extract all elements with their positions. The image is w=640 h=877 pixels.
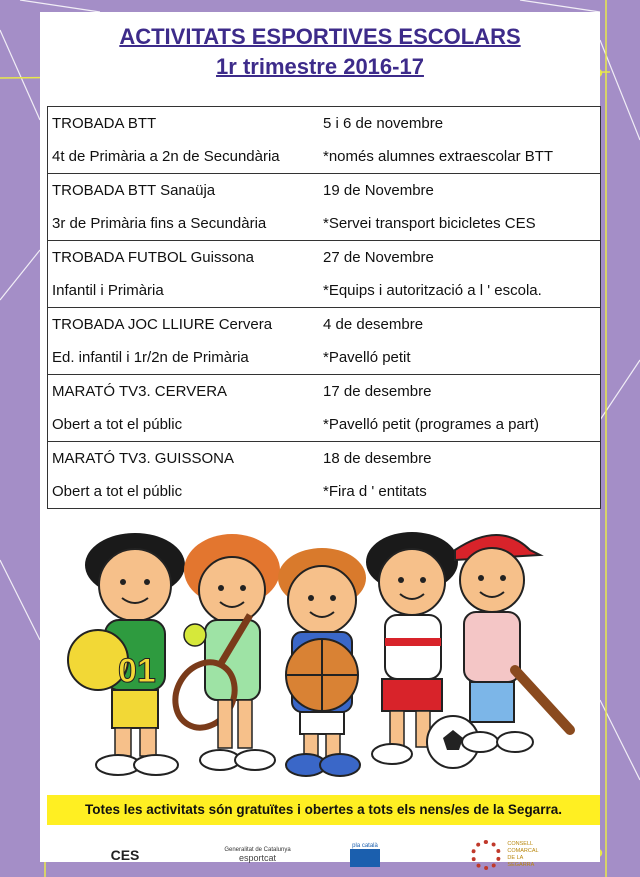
activity-date: 27 de Novembre bbox=[319, 241, 601, 275]
subtitle-line: 1r trimestre 2016-17 bbox=[216, 54, 424, 79]
activity-note: *només alumnes extraescolar BTT bbox=[319, 140, 601, 174]
sponsor-logos bbox=[40, 835, 600, 875]
pla-catala-text: pla català bbox=[352, 843, 378, 849]
activity-row-details bbox=[48, 408, 601, 442]
free-activities-notice: Totes les activitats són gratuïtes i obertes a tots els nens/es de la Segarra. bbox=[47, 795, 600, 825]
ces-logo bbox=[85, 837, 165, 873]
kid-footballer bbox=[68, 533, 185, 775]
activity-note: *Fira d ' entitats bbox=[319, 475, 601, 509]
generalitat-text: Generalitat de Catalunya bbox=[224, 847, 291, 853]
activity-row-name bbox=[48, 375, 601, 409]
activity-row-details bbox=[48, 207, 601, 241]
activity-audience: Obert a tot el públic bbox=[48, 408, 320, 442]
activity-date: 19 de Novembre bbox=[319, 174, 601, 208]
activity-audience: Obert a tot el públic bbox=[48, 475, 320, 509]
consell-line: DE LA bbox=[507, 855, 524, 861]
activity-row-name bbox=[48, 174, 601, 208]
kids-illustration bbox=[60, 520, 580, 790]
title-line: ACTIVITATS ESPORTIVES ESCOLARS bbox=[119, 24, 521, 49]
activity-row-name bbox=[48, 308, 601, 342]
activity-name: TROBADA BTT Sanaüja bbox=[48, 174, 320, 208]
activity-name: MARATÓ TV3. GUISSONA bbox=[48, 442, 320, 476]
activity-audience: 3r de Primària fins a Secundària bbox=[48, 207, 320, 241]
svg-text:01: 01 bbox=[118, 652, 156, 690]
activity-audience: Infantil i Primària bbox=[48, 274, 320, 308]
ces-logo-text: CES bbox=[110, 847, 140, 863]
activity-date: 4 de desembre bbox=[319, 308, 601, 342]
gear-icon bbox=[471, 840, 501, 870]
kid-baseball bbox=[455, 535, 570, 752]
activity-note: *Servei transport bicicletes CES bbox=[319, 207, 601, 241]
pla-catala-logo bbox=[340, 837, 390, 873]
pla-catala-mark bbox=[350, 849, 380, 867]
consell-comarcal-logo bbox=[455, 837, 555, 873]
activity-row-name bbox=[48, 107, 601, 141]
esport-text: esportcat bbox=[238, 853, 277, 863]
activity-note: *Pavelló petit (programes a part) bbox=[319, 408, 601, 442]
activity-row-name bbox=[48, 241, 601, 275]
activity-row-details bbox=[48, 140, 601, 174]
activity-date: 5 i 6 de novembre bbox=[319, 107, 601, 141]
activity-note: *Pavelló petit bbox=[319, 341, 601, 375]
activity-date: 17 de desembre bbox=[319, 375, 601, 409]
activity-row-name bbox=[48, 442, 601, 476]
activity-date: 18 de desembre bbox=[319, 442, 601, 476]
activity-audience: Ed. infantil i 1r/2n de Primària bbox=[48, 341, 320, 375]
activity-row-details bbox=[48, 274, 601, 308]
consell-line: SEGARRA bbox=[507, 862, 535, 868]
generalitat-esport-logo bbox=[210, 837, 305, 873]
poster-title bbox=[40, 22, 600, 82]
activity-name: MARATÓ TV3. CERVERA bbox=[48, 375, 320, 409]
activity-name: TROBADA JOC LLIURE Cervera bbox=[48, 308, 320, 342]
activity-row-details bbox=[48, 341, 601, 375]
activity-name: TROBADA FUTBOL Guissona bbox=[48, 241, 320, 275]
activity-audience: 4t de Primària a 2n de Secundària bbox=[48, 140, 320, 174]
activity-name: TROBADA BTT bbox=[48, 107, 320, 141]
activity-row-details bbox=[48, 475, 601, 509]
activity-note: *Equips i autorització a l ' escola. bbox=[319, 274, 601, 308]
kid-basketball bbox=[278, 548, 366, 776]
consell-line: COMARCAL bbox=[507, 848, 539, 854]
consell-line: CONSELL bbox=[507, 841, 534, 847]
activities-table bbox=[47, 106, 601, 509]
